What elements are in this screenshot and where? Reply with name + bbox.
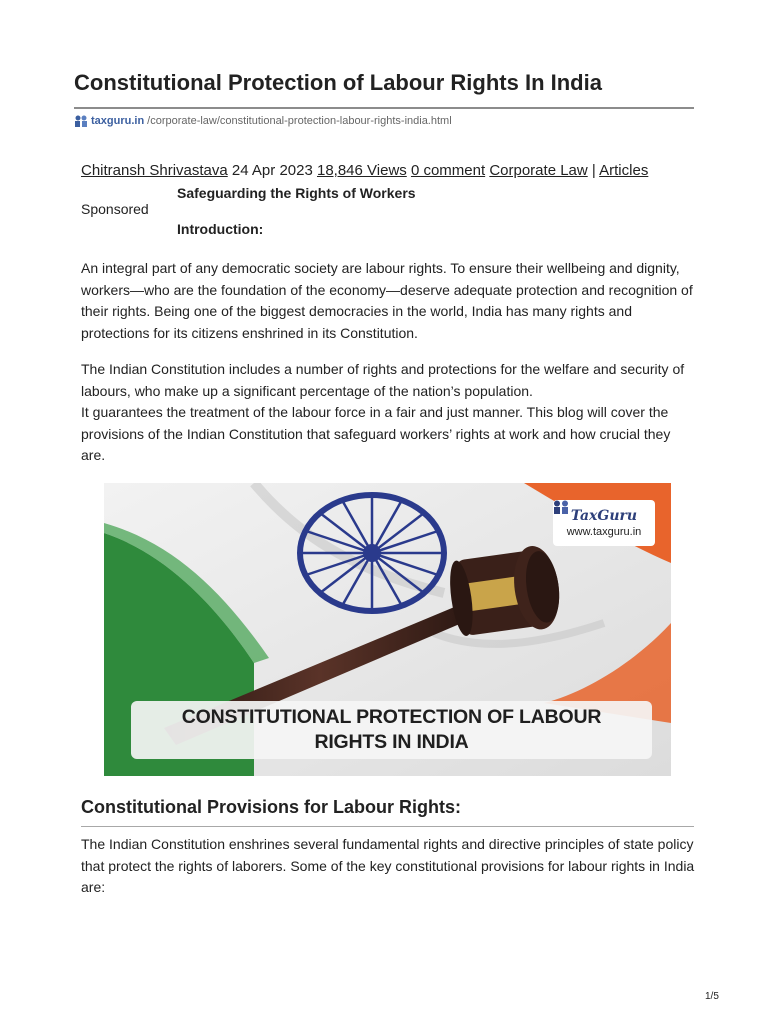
logo-url: www.taxguru.in: [566, 526, 642, 538]
publish-date: 24 Apr 2023: [231, 162, 313, 179]
source-line: [74, 114, 452, 128]
intro-paragraph-1: An integral part of any democratic society are labour rights. To ensure their wellbeing and dignity, workers—who are the foundation of the economy—deserve adequate protection and recognition of their rights. Being one of the biggest democracies in the world, India has many rights and protections for its citizens enshrined in its Constitution.: [81, 260, 693, 341]
article-subtitle: Safeguarding the Rights of Workers: [177, 185, 416, 201]
ashoka-chakra: [300, 495, 444, 611]
section-heading: Constitutional Provisions for Labour Rights:: [81, 797, 461, 817]
title-divider: [74, 107, 694, 109]
meta-separator: |: [591, 162, 596, 179]
sponsored-label: Sponsored: [81, 201, 149, 217]
article-meta: [81, 162, 648, 179]
intro-paragraph-2b: It guarantees the treatment of the labour force in a fair and just manner. This blog will cover the provisions of the Indian Constitution that safeguard workers’ rights at work and how crucial they are.: [81, 404, 671, 463]
source-domain-link[interactable]: taxguru.in: [91, 115, 145, 127]
views-link[interactable]: 18,846 Views: [316, 162, 407, 179]
intro-paragraph-2: [81, 359, 696, 467]
hero-caption-line-1: CONSTITUTIONAL PROTECTION OF LABOUR: [181, 706, 602, 728]
introduction-heading: Introduction:: [177, 221, 264, 237]
author-link[interactable]: Chitransh Shrivastava: [81, 162, 228, 179]
taxguru-logo-icon: [553, 500, 569, 514]
provisions-paragraph: The Indian Constitution enshrines several fundamental rights and directive principles of state policy that protect the rights of laborers. Some of the key constitutional provisions for labour rights in India are:: [81, 836, 695, 895]
section-link[interactable]: Articles: [599, 162, 649, 179]
category-link[interactable]: Corporate Law: [489, 162, 588, 179]
hero-caption: [131, 701, 652, 759]
intro-paragraph-2a: The Indian Constitution includes a number of rights and protections for the welfare and security of labours, who make up a significant percentage of the nation’s population.: [81, 361, 685, 399]
section-divider: [81, 826, 694, 827]
taxguru-logo: [571, 508, 637, 524]
taxguru-favicon-icon: [74, 114, 88, 128]
hero-caption-line-2: RIGHTS IN INDIA: [314, 731, 469, 753]
page-number: 1/5: [705, 991, 719, 1002]
page-title: Constitutional Protection of Labour Rights In India: [74, 70, 602, 95]
taxguru-logo-badge: [553, 500, 655, 546]
comments-link[interactable]: 0 comment: [410, 162, 486, 179]
logo-brand-text: TaxGuru: [570, 508, 638, 524]
hero-image: [104, 483, 671, 776]
source-path[interactable]: /corporate-law/constitutional-protection-labour-rights-india.html: [147, 115, 452, 127]
